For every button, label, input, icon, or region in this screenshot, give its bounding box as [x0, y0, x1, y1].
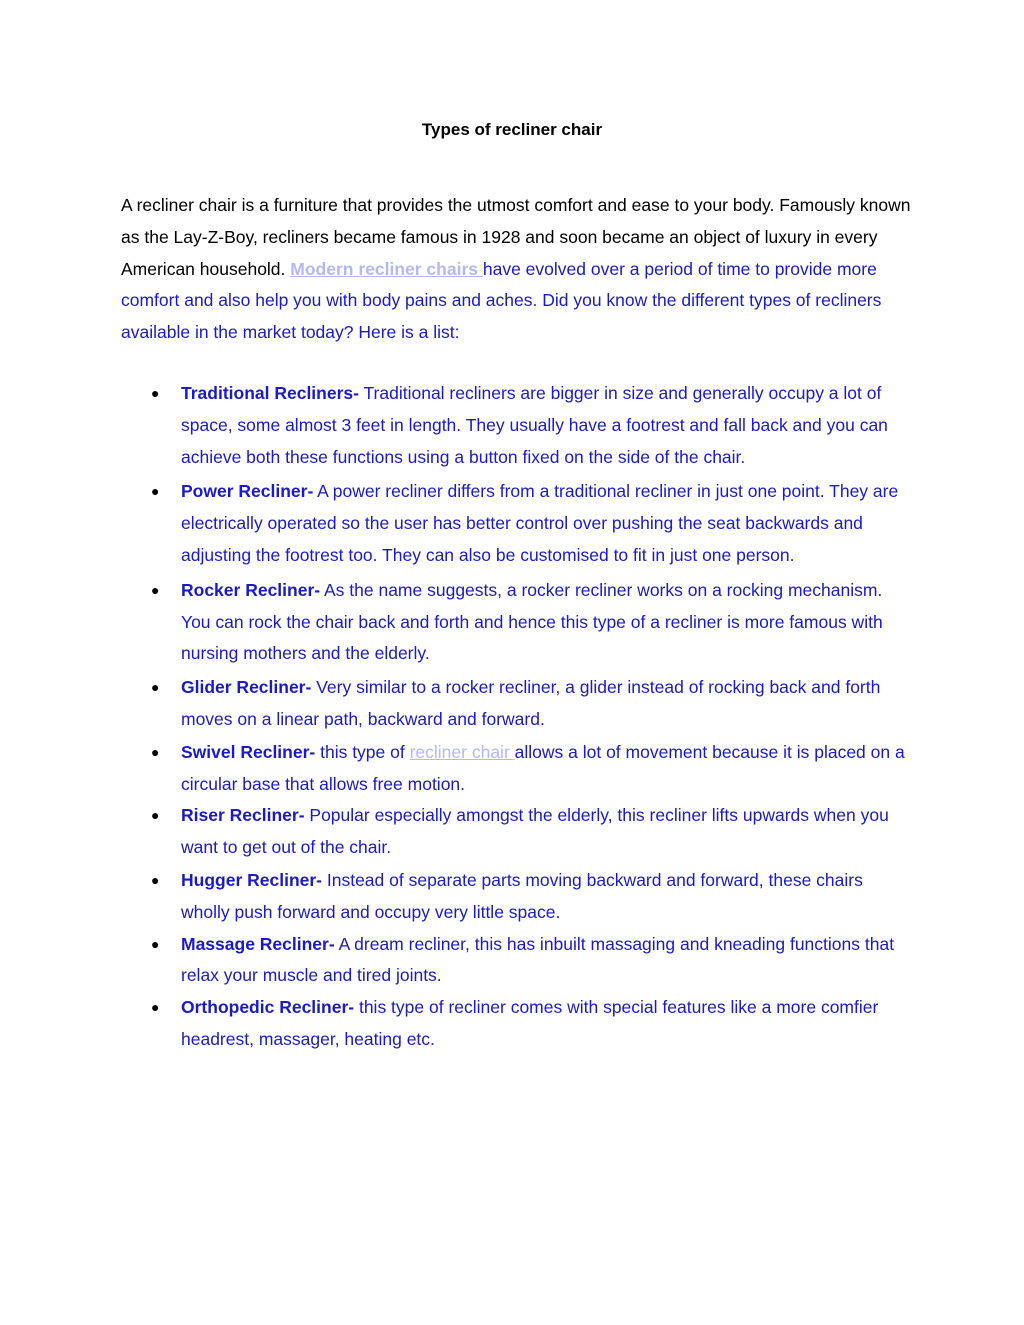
item-term: Glider Recliner-: [181, 677, 312, 698]
bullet-icon: ●: [151, 807, 160, 824]
item-term: Rocker Recliner-: [181, 579, 321, 600]
document-title: Types of recliner chair: [421, 120, 603, 139]
bullet-icon: ●: [151, 743, 160, 760]
item-term: Riser Recliner-: [181, 805, 305, 826]
list-item-traditional: [121, 378, 911, 473]
item-text: Very similar to a rocker recliner, a glider instead of rocking back and forth moves on a linear path, backward and forward.: [181, 677, 881, 729]
list-item-glider: [121, 672, 911, 736]
item-term: Swivel Recliner-: [181, 741, 316, 762]
list-item-riser: [121, 800, 911, 864]
list-item-hugger: [121, 865, 911, 929]
list-item-swivel: [121, 737, 911, 801]
bullet-icon: ●: [151, 935, 160, 952]
item-text: this type of: [315, 741, 410, 762]
item-text: A dream recliner, this has inbuilt massaging and kneading functions that relax your muscle and tired joints.: [181, 933, 895, 986]
recliner-types-list: [121, 378, 911, 1056]
item-text: As the name suggests, a rocker recliner works on a rocking mechanism. You can rock the chair back and forth and hence this type of a recliner is more famous with nursing mothers and the elderly.: [181, 579, 883, 664]
item-text: allows a lot of movement because it is placed on a circular base that allows free motion.: [181, 741, 905, 794]
modern-recliner-chairs-link[interactable]: Modern recliner chairs: [290, 258, 483, 279]
list-item-massage: [121, 929, 911, 993]
bullet-icon: ●: [151, 871, 160, 888]
bullet-icon: ●: [151, 679, 160, 696]
item-term: Hugger Recliner-: [181, 869, 322, 890]
recliner-chair-link[interactable]: recliner chair: [409, 741, 515, 762]
intro-text-blue: have evolved over a period of time to provide more comfort and also help you with body pains and aches. Did you know the different types of recliners available in the market today? Here is a list:: [121, 258, 882, 343]
list-item-rocker: [121, 575, 911, 670]
item-term: Traditional Recliners-: [181, 383, 359, 403]
item-text: Popular especially amongst the elderly, this recliner lifts upwards when you want to get out of the chair.: [181, 805, 889, 858]
list-item-orthopedic: [121, 992, 911, 1056]
item-term: Massage Recliner-: [181, 933, 335, 954]
item-text: Instead of separate parts moving backward and forward, these chairs wholly push forward and occupy very little space.: [181, 869, 863, 922]
item-text: Traditional recliners are bigger in size and generally occupy a lot of space, some almost 3 feet in length. They usually have a footrest and fall back and you can achieve both these functions using a button fixed on the side of the chair.: [181, 383, 888, 467]
bullet-icon: ●: [151, 581, 160, 598]
item-term: Orthopedic Recliner-: [181, 997, 355, 1018]
item-text: A power recliner differs from a traditional recliner in just one point. They are electrically operated so the user has better control over pushing the seat backwards and adjusting the footrest too. They can also be customised to fit in just one person.: [181, 481, 899, 565]
bullet-icon: ●: [151, 999, 160, 1016]
item-text: this type of recliner comes with special features like a more comfier headrest, massager, heating etc.: [181, 997, 879, 1049]
bullet-icon: ●: [151, 483, 160, 500]
bullet-icon: ●: [151, 385, 160, 401]
item-term: Power Recliner-: [181, 481, 314, 502]
intro-paragraph: [121, 190, 911, 349]
list-item-power: [121, 476, 911, 571]
intro-text-black: A recliner chair is a furniture that provides the utmost comfort and ease to your body. Famously known as the Lay-Z-Boy, recliners became famous in 1928 and soon became an object of luxury in every American household.: [121, 195, 911, 279]
